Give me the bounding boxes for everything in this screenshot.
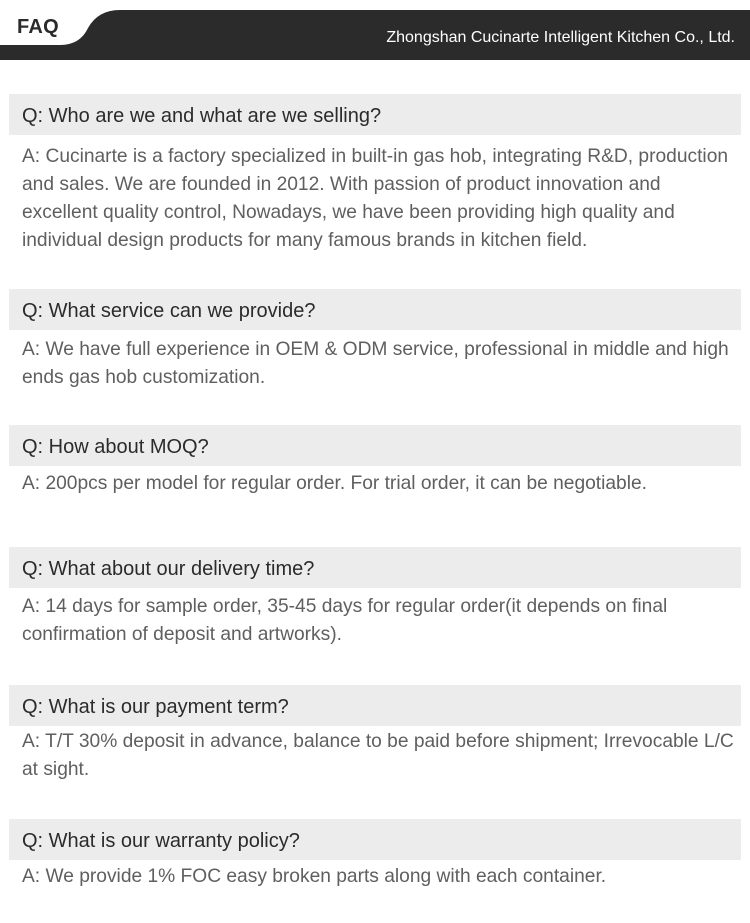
- faq-title: FAQ: [17, 16, 60, 38]
- answer-text: A: Cucinarte is a factory specialized in built-in gas hob, integrating R&D, production and sales. We are founded in 2012. With passion of product innovation and excellent quality control, Nowadays, we have been providing high quality and individual design products for many famous brands in kitchen field.: [22, 146, 729, 251]
- question-text: Q: What is our payment term?: [22, 696, 289, 718]
- answer-text: A: 14 days for sample order, 35-45 days for regular order(it depends on final confirmation of deposit and artworks).: [22, 596, 668, 645]
- header-banner: [0, 0, 750, 60]
- question-text: Q: What is our warranty policy?: [22, 830, 300, 852]
- question-text: Q: What service can we provide?: [22, 300, 316, 322]
- question-bar: [9, 289, 741, 330]
- answer-text: A: We have full experience in OEM & ODM service, professional in middle and high ends gas hob customization.: [22, 339, 729, 388]
- question-text: Q: Who are we and what are we selling?: [22, 105, 382, 127]
- question-bar: [9, 94, 741, 135]
- question-text: Q: How about MOQ?: [22, 436, 209, 458]
- question-bar: [9, 425, 741, 466]
- question-text: Q: What about our delivery time?: [22, 558, 315, 580]
- answer-text: A: We provide 1% FOC easy broken parts along with each container.: [22, 866, 607, 887]
- answer-text: A: 200pcs per model for regular order. For trial order, it can be negotiable.: [22, 473, 647, 494]
- company-name: Zhongshan Cucinarte Intelligent Kitchen Co., Ltd.: [386, 29, 735, 46]
- question-bar: [9, 819, 741, 860]
- question-bar: [9, 547, 741, 588]
- answer-text: A: T/T 30% deposit in advance, balance to be paid before shipment; Irrevocable L/C at sight.: [22, 731, 734, 780]
- question-bar: [9, 685, 741, 726]
